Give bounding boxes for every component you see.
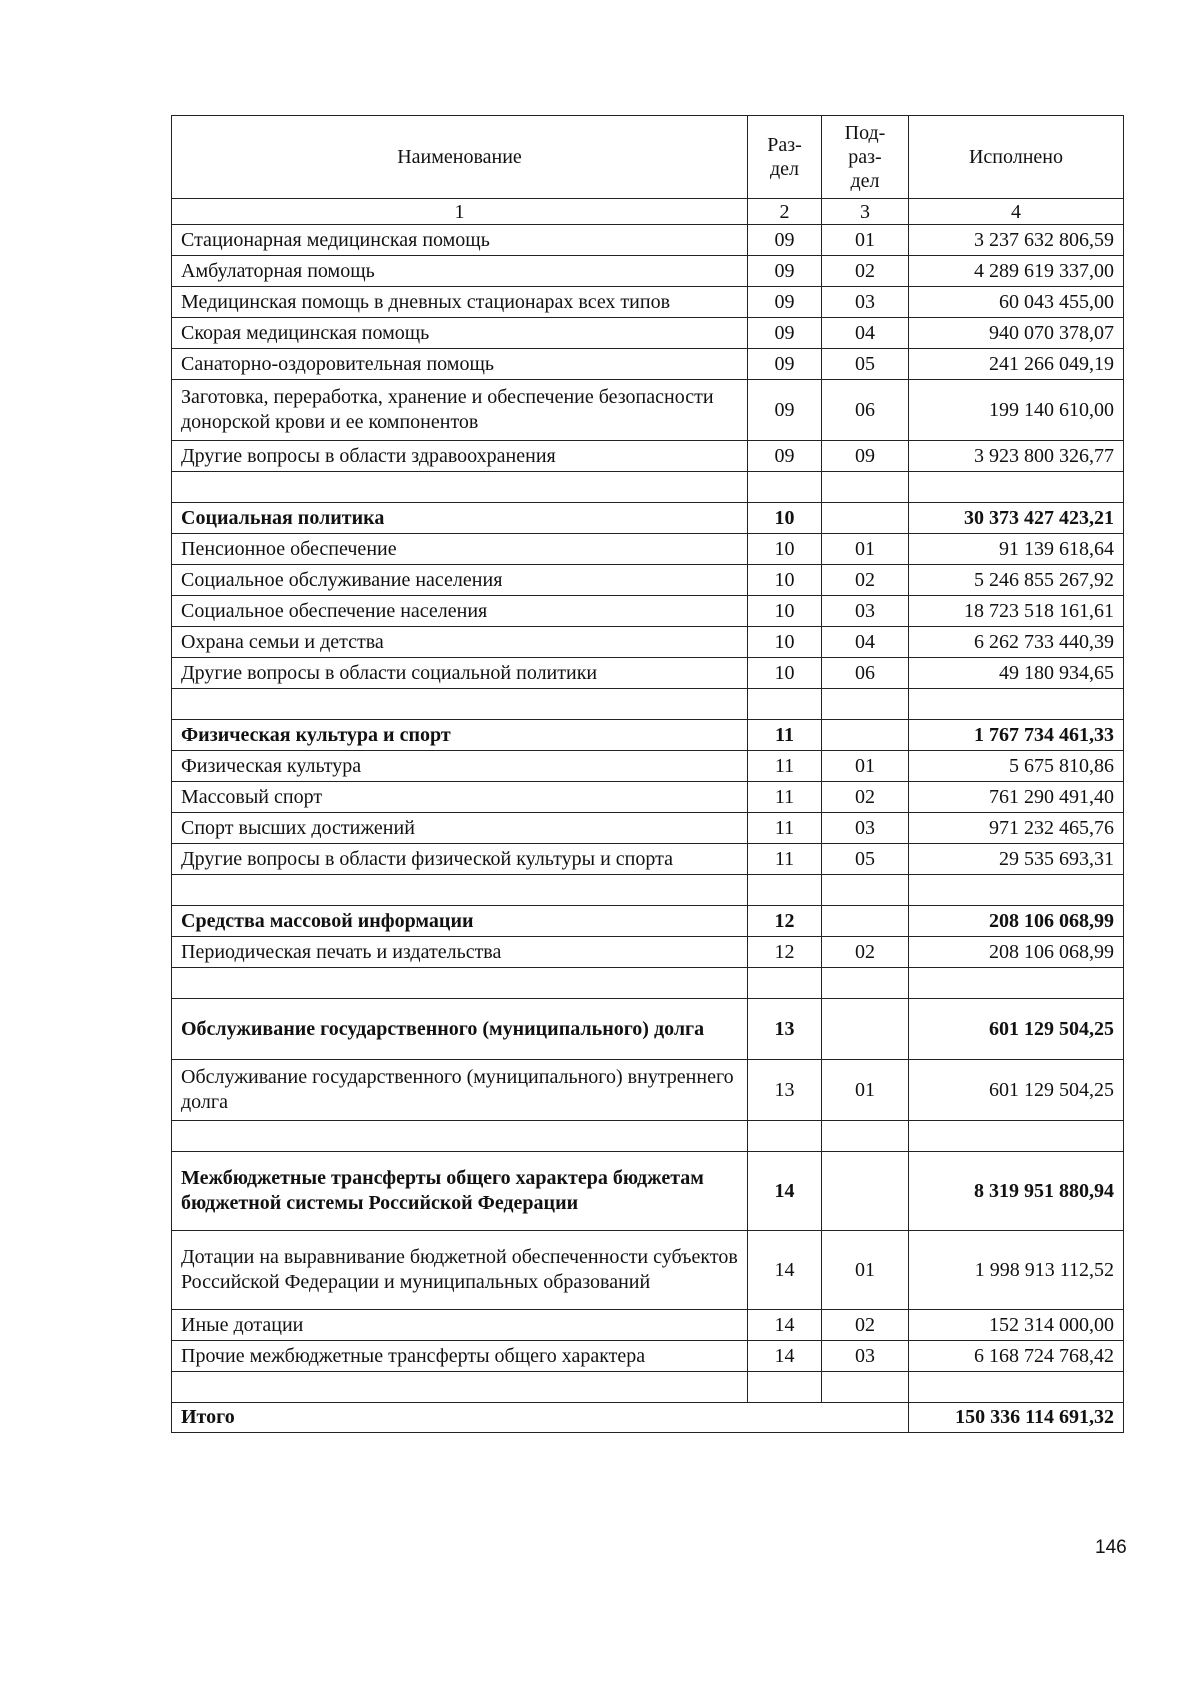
- row-podrazdel: 03: [822, 1341, 909, 1372]
- row-name: Периодическая печать и издательства: [172, 937, 748, 968]
- row-razdel: 09: [748, 441, 822, 472]
- table-body: [172, 225, 1124, 1403]
- row-amount: 1 767 734 461,33: [909, 720, 1124, 751]
- row-amount: 5 675 810,86: [909, 751, 1124, 782]
- row-amount: 91 139 618,64: [909, 534, 1124, 565]
- row-amount: 49 180 934,65: [909, 658, 1124, 689]
- row-name: Другие вопросы в области социальной политики: [172, 658, 748, 689]
- row-razdel: 13: [748, 999, 822, 1060]
- empty-cell: [822, 1372, 909, 1403]
- row-podrazdel: 06: [822, 380, 909, 441]
- row-name: Охрана семьи и детства: [172, 627, 748, 658]
- table-row: [172, 565, 1124, 596]
- empty-cell: [172, 1121, 748, 1152]
- table-row: [172, 349, 1124, 380]
- row-podrazdel: 04: [822, 318, 909, 349]
- section-row: [172, 1152, 1124, 1231]
- row-podrazdel: 05: [822, 349, 909, 380]
- row-razdel: 09: [748, 256, 822, 287]
- row-name: Прочие межбюджетные трансферты общего характера: [172, 1341, 748, 1372]
- row-amount: 601 129 504,25: [909, 1060, 1124, 1121]
- row-amount: 601 129 504,25: [909, 999, 1124, 1060]
- table-row: [172, 751, 1124, 782]
- table-row: [172, 627, 1124, 658]
- row-name: Физическая культура: [172, 751, 748, 782]
- row-razdel: 14: [748, 1231, 822, 1310]
- row-razdel: 10: [748, 534, 822, 565]
- row-name: Средства массовой информации: [172, 906, 748, 937]
- section-row: [172, 720, 1124, 751]
- empty-cell: [172, 875, 748, 906]
- row-razdel: 11: [748, 813, 822, 844]
- empty-cell: [748, 1372, 822, 1403]
- table-row: [172, 596, 1124, 627]
- row-podrazdel: 03: [822, 287, 909, 318]
- row-razdel: 09: [748, 287, 822, 318]
- empty-cell: [822, 689, 909, 720]
- row-podrazdel: 03: [822, 596, 909, 627]
- row-razdel: 13: [748, 1060, 822, 1121]
- header-name: Наименование: [172, 116, 748, 199]
- page-number: 146: [1095, 1537, 1127, 1558]
- row-amount: 4 289 619 337,00: [909, 256, 1124, 287]
- section-row: [172, 999, 1124, 1060]
- empty-cell: [748, 472, 822, 503]
- row-name: Амбулаторная помощь: [172, 256, 748, 287]
- row-name: Медицинская помощь в дневных стационарах всех типов: [172, 287, 748, 318]
- table-row: [172, 937, 1124, 968]
- row-razdel: 10: [748, 596, 822, 627]
- table-row: [172, 287, 1124, 318]
- row-razdel: 09: [748, 225, 822, 256]
- table-row: [172, 844, 1124, 875]
- empty-cell: [822, 1121, 909, 1152]
- row-razdel: 09: [748, 318, 822, 349]
- table-row: [172, 1310, 1124, 1341]
- row-razdel: 14: [748, 1310, 822, 1341]
- table-row: [172, 658, 1124, 689]
- row-podrazdel: 01: [822, 751, 909, 782]
- header-ispolneno: Исполнено: [909, 116, 1124, 199]
- empty-cell: [172, 1372, 748, 1403]
- empty-cell: [748, 1121, 822, 1152]
- blank-row: [172, 1121, 1124, 1152]
- empty-cell: [748, 875, 822, 906]
- row-razdel: 10: [748, 565, 822, 596]
- empty-cell: [909, 472, 1124, 503]
- row-podrazdel: 02: [822, 256, 909, 287]
- row-name: Межбюджетные трансферты общего характера бюджетам бюджетной системы Российской Федерации: [172, 1152, 748, 1231]
- table-row: [172, 441, 1124, 472]
- empty-cell: [909, 1121, 1124, 1152]
- table-header-row: [172, 116, 1124, 199]
- row-amount: 60 043 455,00: [909, 287, 1124, 318]
- row-podrazdel: 02: [822, 1310, 909, 1341]
- row-amount: 8 319 951 880,94: [909, 1152, 1124, 1231]
- row-amount: 199 140 610,00: [909, 380, 1124, 441]
- row-name: Иные дотации: [172, 1310, 748, 1341]
- blank-row: [172, 1372, 1124, 1403]
- row-amount: 29 535 693,31: [909, 844, 1124, 875]
- empty-cell: [822, 875, 909, 906]
- row-amount: 971 232 465,76: [909, 813, 1124, 844]
- empty-cell: [909, 968, 1124, 999]
- empty-cell: [748, 689, 822, 720]
- table-row: [172, 813, 1124, 844]
- row-name: Дотации на выравнивание бюджетной обеспеченности субъектов Российской Федерации и муниципальных образований: [172, 1231, 748, 1310]
- total-label: Итого: [172, 1403, 909, 1433]
- row-podrazdel: 01: [822, 534, 909, 565]
- row-amount: 18 723 518 161,61: [909, 596, 1124, 627]
- row-razdel: 10: [748, 627, 822, 658]
- row-podrazdel: [822, 503, 909, 534]
- row-razdel: 11: [748, 751, 822, 782]
- row-amount: 241 266 049,19: [909, 349, 1124, 380]
- row-razdel: 12: [748, 937, 822, 968]
- row-amount: 1 998 913 112,52: [909, 1231, 1124, 1310]
- empty-cell: [748, 968, 822, 999]
- table-row: [172, 1060, 1124, 1121]
- row-podrazdel: 09: [822, 441, 909, 472]
- row-podrazdel: 02: [822, 782, 909, 813]
- table-row: [172, 318, 1124, 349]
- row-amount: 152 314 000,00: [909, 1310, 1124, 1341]
- empty-cell: [909, 1372, 1124, 1403]
- row-podrazdel: [822, 1152, 909, 1231]
- blank-row: [172, 472, 1124, 503]
- blank-row: [172, 968, 1124, 999]
- empty-cell: [172, 968, 748, 999]
- column-number: 3: [822, 199, 909, 225]
- row-amount: 30 373 427 423,21: [909, 503, 1124, 534]
- column-number: 4: [909, 199, 1124, 225]
- blank-row: [172, 875, 1124, 906]
- row-name: Обслуживание государственного (муниципального) долга: [172, 999, 748, 1060]
- row-podrazdel: 04: [822, 627, 909, 658]
- row-podrazdel: 01: [822, 1231, 909, 1310]
- empty-cell: [822, 472, 909, 503]
- total-amount: 150 336 114 691,32: [909, 1403, 1124, 1433]
- row-razdel: 09: [748, 380, 822, 441]
- row-razdel: 12: [748, 906, 822, 937]
- row-name: Социальная политика: [172, 503, 748, 534]
- table-row: [172, 534, 1124, 565]
- row-razdel: 14: [748, 1152, 822, 1231]
- row-podrazdel: 03: [822, 813, 909, 844]
- blank-row: [172, 689, 1124, 720]
- row-amount: 6 262 733 440,39: [909, 627, 1124, 658]
- total-row: [172, 1403, 1124, 1433]
- row-razdel: 11: [748, 782, 822, 813]
- row-amount: 208 106 068,99: [909, 906, 1124, 937]
- row-razdel: 09: [748, 349, 822, 380]
- row-razdel: 10: [748, 503, 822, 534]
- row-name: Спорт высших достижений: [172, 813, 748, 844]
- section-row: [172, 503, 1124, 534]
- row-name: Другие вопросы в области физической культуры и спорта: [172, 844, 748, 875]
- row-razdel: 11: [748, 844, 822, 875]
- empty-cell: [909, 875, 1124, 906]
- empty-cell: [172, 472, 748, 503]
- row-amount: 208 106 068,99: [909, 937, 1124, 968]
- row-name: Обслуживание государственного (муниципального) внутреннего долга: [172, 1060, 748, 1121]
- row-razdel: 14: [748, 1341, 822, 1372]
- row-name: Санаторно-оздоровительная помощь: [172, 349, 748, 380]
- row-amount: 5 246 855 267,92: [909, 565, 1124, 596]
- row-podrazdel: 02: [822, 565, 909, 596]
- table-row: [172, 782, 1124, 813]
- row-amount: 3 923 800 326,77: [909, 441, 1124, 472]
- table-row: [172, 1231, 1124, 1310]
- row-podrazdel: [822, 906, 909, 937]
- row-amount: 940 070 378,07: [909, 318, 1124, 349]
- row-name: Стационарная медицинская помощь: [172, 225, 748, 256]
- header-razdel: Раз- дел: [748, 116, 822, 199]
- column-number: 2: [748, 199, 822, 225]
- row-razdel: 10: [748, 658, 822, 689]
- row-podrazdel: 01: [822, 1060, 909, 1121]
- row-name: Другие вопросы в области здравоохранения: [172, 441, 748, 472]
- row-name: Скорая медицинская помощь: [172, 318, 748, 349]
- table-row: [172, 380, 1124, 441]
- column-number-row: [172, 199, 1124, 225]
- row-amount: 6 168 724 768,42: [909, 1341, 1124, 1372]
- row-podrazdel: 05: [822, 844, 909, 875]
- row-name: Физическая культура и спорт: [172, 720, 748, 751]
- column-number: 1: [172, 199, 748, 225]
- header-podrazdel: Под- раз- дел: [822, 116, 909, 199]
- empty-cell: [172, 689, 748, 720]
- row-name: Массовый спорт: [172, 782, 748, 813]
- row-podrazdel: [822, 999, 909, 1060]
- row-razdel: 11: [748, 720, 822, 751]
- empty-cell: [909, 689, 1124, 720]
- row-podrazdel: 01: [822, 225, 909, 256]
- row-podrazdel: 06: [822, 658, 909, 689]
- row-name: Заготовка, переработка, хранение и обеспечение безопасности донорской крови и ее компонентов: [172, 380, 748, 441]
- row-podrazdel: [822, 720, 909, 751]
- section-row: [172, 906, 1124, 937]
- row-name: Пенсионное обеспечение: [172, 534, 748, 565]
- table-row: [172, 256, 1124, 287]
- table-row: [172, 1341, 1124, 1372]
- row-amount: 3 237 632 806,59: [909, 225, 1124, 256]
- table-row: [172, 225, 1124, 256]
- empty-cell: [822, 968, 909, 999]
- row-podrazdel: 02: [822, 937, 909, 968]
- budget-execution-table: [171, 115, 1124, 1433]
- row-name: Социальное обслуживание населения: [172, 565, 748, 596]
- row-amount: 761 290 491,40: [909, 782, 1124, 813]
- row-name: Социальное обеспечение населения: [172, 596, 748, 627]
